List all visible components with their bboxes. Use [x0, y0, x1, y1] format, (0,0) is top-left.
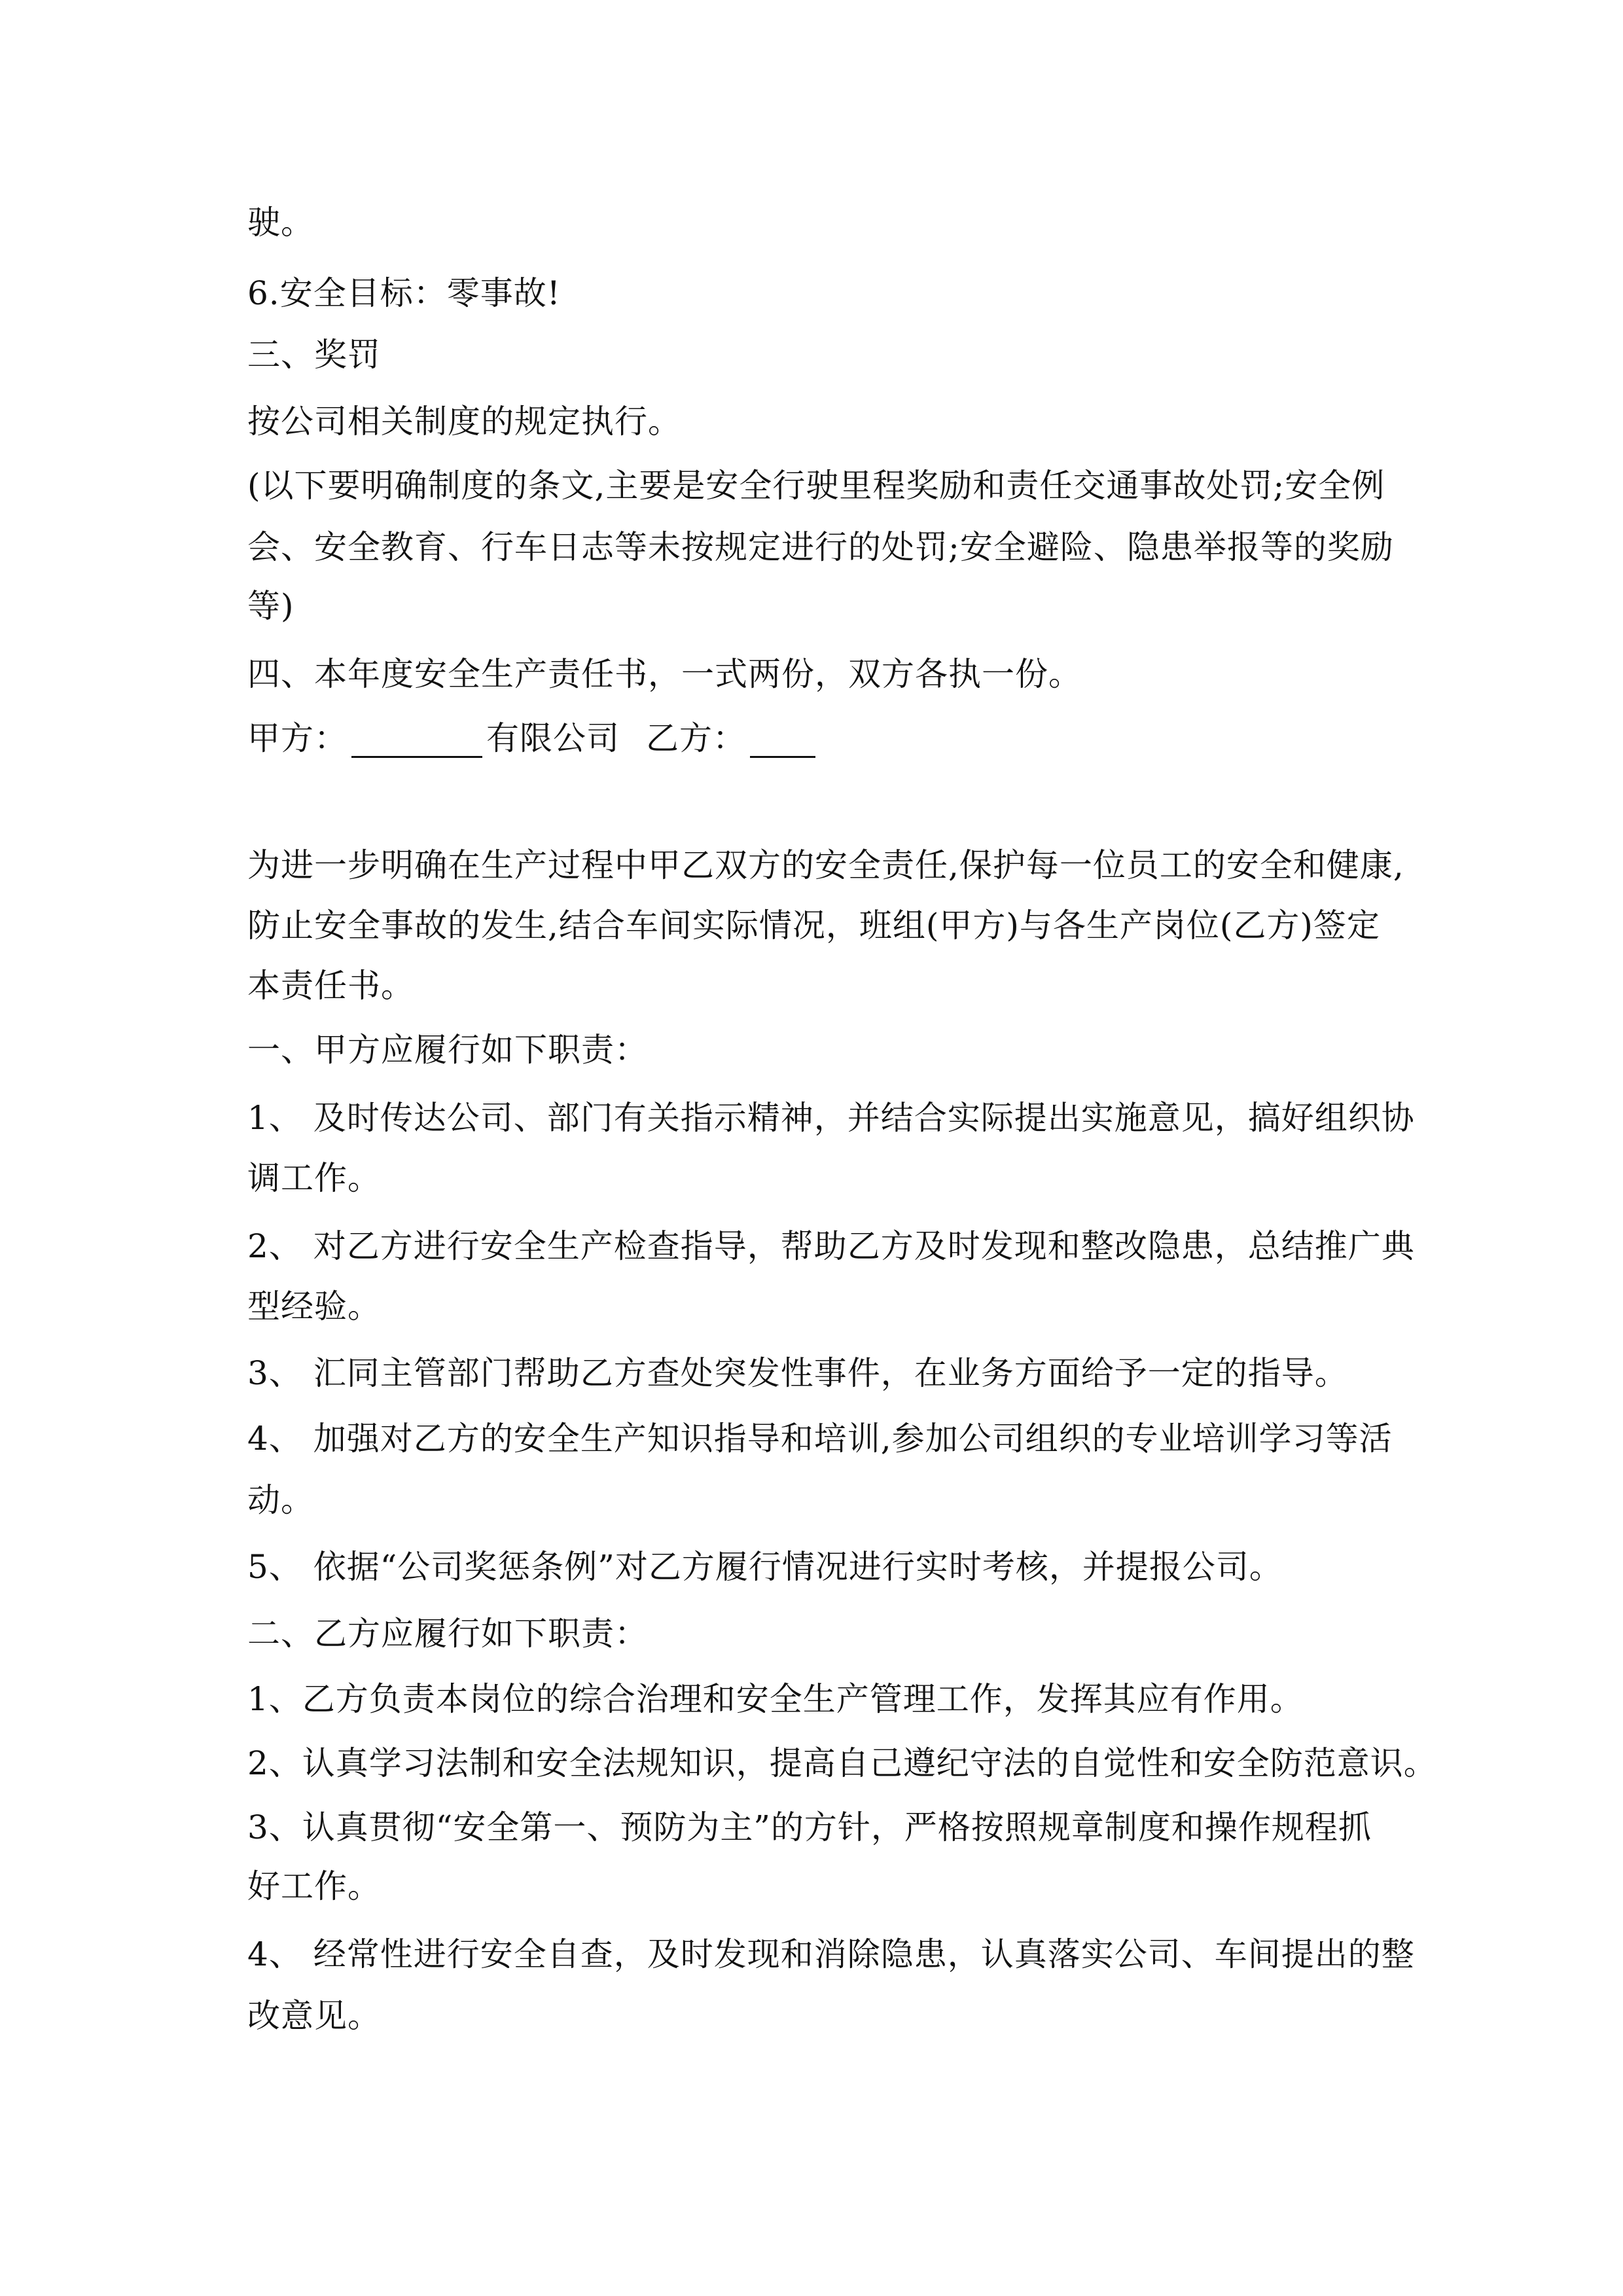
party-b-blank[interactable]: [750, 726, 815, 758]
company-suffix: 有限公司: [486, 719, 620, 757]
list-item: 2、认真学习法制和安全法规知识，提高自己遵纪守法的自觉性和安全防范意识。: [247, 1744, 1437, 1782]
list-item: 4、 经常性进行安全自查，及时发现和消除隐患，认真落实公司、车间提出的整: [247, 1935, 1415, 1973]
text-line: 会、安全教育、行车日志等未按规定进行的处罚;安全避险、隐患举报等的奖励: [247, 528, 1394, 566]
text-line: 6.安全目标：零事故!: [247, 274, 561, 312]
list-item: 2、 对乙方进行安全生产检查指导，帮助乙方及时发现和整改隐患，总结推广典: [247, 1227, 1415, 1265]
text-line: (以下要明确制度的条文,主要是安全行驶里程奖励和责任交通事故处罚;安全例: [247, 467, 1385, 505]
text-line: 本责任书。: [247, 967, 414, 1005]
signature-line: [247, 719, 1399, 758]
party-a-blank[interactable]: [351, 726, 482, 758]
list-item: 3、认真贯彻“安全第一、预防为主”的方针，严格按照规章制度和操作规程抓: [247, 1808, 1372, 1846]
list-item: 1、乙方负责本岗位的综合治理和安全生产管理工作，发挥其应有作用。: [247, 1680, 1304, 1718]
text-line: 型经验。: [247, 1287, 381, 1325]
section-heading: 三、奖罚: [247, 336, 381, 374]
text-line: 调工作。: [247, 1159, 381, 1197]
section-heading: 一、甲方应履行如下职责：: [247, 1031, 648, 1069]
text-line: 驶。: [247, 204, 314, 242]
text-line: 动。: [247, 1481, 314, 1519]
list-item: 1、 及时传达公司、部门有关指示精神，并结合实际提出实施意见，搞好组织协: [247, 1099, 1415, 1137]
party-a-label: 甲方：: [247, 719, 348, 757]
section-heading: 四、本年度安全生产责任书，一式两份，双方各执一份。: [247, 655, 1082, 693]
text-line: 等): [247, 587, 294, 625]
list-item: 3、 汇同主管部门帮助乙方查处突发性事件，在业务方面给予一定的指导。: [247, 1354, 1348, 1392]
section-heading: 二、乙方应履行如下职责：: [247, 1615, 648, 1653]
text-line: 防止安全事故的发生,结合车间实际情况，班组(甲方)与各生产岗位(乙方)签定: [247, 906, 1380, 944]
text-line: 好工作。: [247, 1867, 381, 1905]
text-line: 按公司相关制度的规定执行。: [247, 403, 681, 440]
text-line: 改意见。: [247, 1997, 381, 2035]
party-b-label: 乙方：: [646, 719, 746, 757]
list-item: 5、 依据“公司奖惩条例”对乙方履行情况进行实时考核，并提报公司。: [247, 1548, 1283, 1586]
text-line: 为进一步明确在生产过程中甲乙双方的安全责任,保护每一位员工的安全和健康,: [247, 846, 1404, 884]
list-item: 4、 加强对乙方的安全生产知识指导和培训,参加公司组织的专业培训学习等活: [247, 1420, 1393, 1458]
